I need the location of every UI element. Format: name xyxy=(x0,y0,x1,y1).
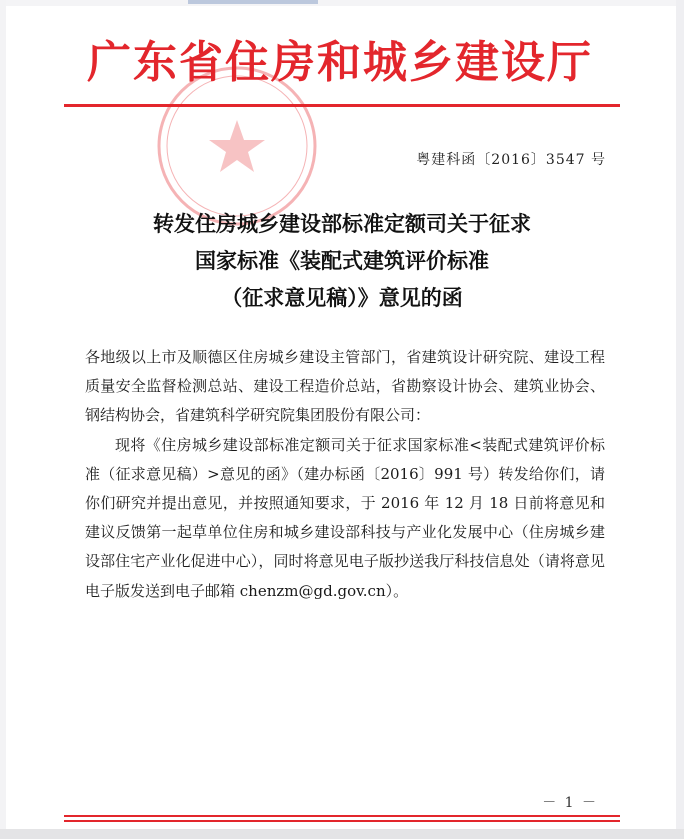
footer-red-rule xyxy=(64,820,620,822)
top-edge-mark xyxy=(188,0,318,4)
title-line: （征求意见稿）》意见的函 xyxy=(221,286,463,310)
page-number: － 1 － xyxy=(542,795,598,811)
right-edge xyxy=(676,0,684,839)
body-paragraph: 现将《住房城乡建设部标准定额司关于征求国家标准<装配式建筑评价标准（征求意见稿）>意见的函》（建办标函〔2016〕991 号）转发给你们，请你们研究并提出意见，并按照通知要求，于 2016 年 12 月 18 日前将意见和建议反馈第一起草单位住房和城乡建设部科技与产业化发展中心（住房城乡建设部住宅产业化促进中心），同时将意见电子版抄送我厅科技信息处（请将意见电子版发送到电子邮箱 chenzm@gd.gov.cn）。 xyxy=(85,435,605,600)
official-seal-icon xyxy=(150,58,325,188)
top-edge xyxy=(0,0,684,6)
left-edge xyxy=(0,0,6,839)
bottom-edge xyxy=(0,829,684,839)
title-line: 国家标准《装配式建筑评价标准 xyxy=(195,249,489,273)
salutation: 各地级以上市及顺德区住房城乡建设主管部门，省建筑设计研究院、建设工程质量安全监督检测总站、建设工程造价总站，省勘察设计协会、建筑业协会、钢结构协会，省建筑科学研究院集团股份有限公司： xyxy=(85,348,605,425)
footer-red-rule xyxy=(64,815,620,817)
document-title xyxy=(70,206,614,317)
header-red-rule xyxy=(64,104,620,107)
document-body xyxy=(85,343,605,606)
title-line: 转发住房城乡建设部标准定额司关于征求 xyxy=(153,212,531,236)
agency-header-title: 广东省住房和城乡建设厅 xyxy=(87,37,593,88)
document-number: 粤建科函〔2016〕3547 号 xyxy=(416,152,606,168)
